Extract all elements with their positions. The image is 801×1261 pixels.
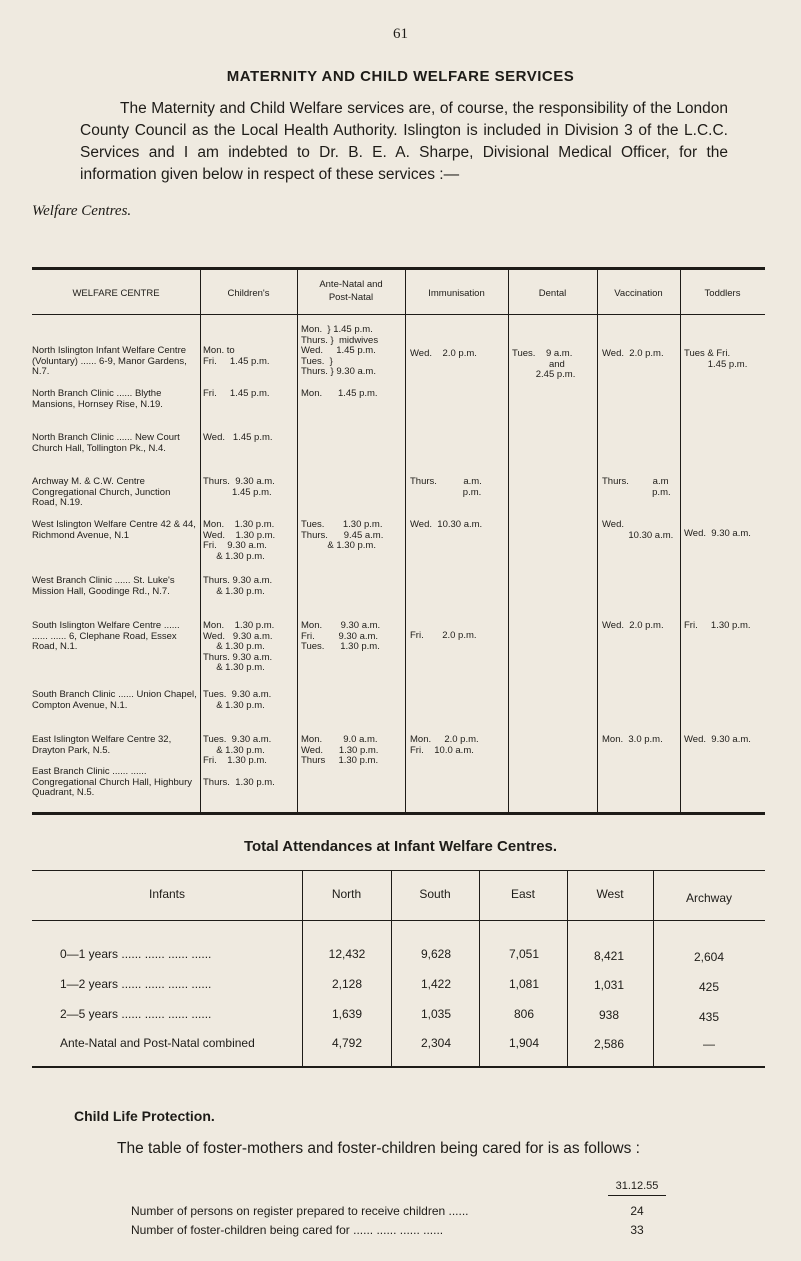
foster-row-value: 33 [630, 1223, 644, 1237]
children-times: Wed. 1.45 p.m. [203, 432, 273, 443]
attendance-east: 1,904 [508, 1036, 540, 1050]
header-dental: Dental [538, 288, 567, 299]
toddlers-times: Wed. 9.30 a.m. [684, 528, 751, 539]
attendance-east: 1,081 [508, 977, 540, 991]
centre-name: North Branch Clinic ...... Blythe Mansions, Hornsey Rise, N.19. [32, 388, 163, 410]
header-childrens: Children's [227, 288, 270, 299]
attendance-row-label: 1—2 years ...... ...... ...... ...... [60, 977, 212, 991]
vaccination-times: Wed. 2.0 p.m. [602, 348, 664, 359]
attendance-east: 7,051 [508, 947, 540, 961]
table-bottom-rule [32, 812, 765, 815]
dental-times: Tues. 9 a.m. and 2.45 p.m. [512, 348, 576, 380]
foster-row-label: Number of foster-children being cared for ...... ...... ...... ...... [131, 1223, 444, 1237]
header-toddlers: Toddlers [704, 288, 741, 299]
column-divider [508, 267, 509, 812]
header-south: South [419, 887, 451, 901]
table-top-rule [32, 870, 765, 871]
children-times: Mon. 1.30 p.m. Wed. 1.30 p.m. Fri. 9.30 a.m. & 1.30 p.m. [203, 519, 276, 562]
column-divider [680, 267, 681, 812]
table-bottom-rule [32, 1066, 765, 1068]
header-antenatal-line2: Post-Natal [328, 292, 374, 303]
header-vaccination: Vaccination [614, 288, 663, 299]
antenatal-times: Mon. 9.30 a.m. Fri. 9.30 a.m. Tues. 1.30 p.m. [301, 620, 381, 652]
column-divider [200, 267, 201, 812]
centre-name: East Branch Clinic ...... ...... Congregational Church Hall, Highbury Quadrant, N.5. [32, 766, 193, 798]
children-times: Mon. to Fri. 1.45 p.m. [203, 345, 270, 367]
page-number: 61 [393, 26, 408, 42]
foster-date-rule [608, 1195, 666, 1196]
header-welfare-centre: WELFARE CENTRE [72, 288, 160, 299]
centre-name: North Branch Clinic ...... New Court Church Hall, Tollington Pk., N.4. [32, 432, 180, 454]
immunisation-times: Fri. 2.0 p.m. [410, 630, 477, 641]
antenatal-times: Mon. 9.0 a.m. Wed. 1.30 p.m. Thurs 1.30 p.m. [301, 734, 379, 766]
attendance-east: 806 [513, 1007, 535, 1021]
attendance-row-label: Ante-Natal and Post-Natal combined [60, 1036, 255, 1050]
header-west: West [596, 887, 624, 901]
antenatal-times: Tues. 1.30 p.m. Thurs. 9.45 a.m. & 1.30 p.m. [301, 519, 384, 551]
attendance-north: 2,128 [331, 977, 363, 991]
table-header-rule [32, 314, 765, 315]
header-infants: Infants [148, 887, 186, 901]
toddlers-times: Wed. 9.30 a.m. [684, 734, 751, 745]
header-immunisation: Immunisation [428, 288, 485, 299]
attendance-south: 2,304 [420, 1036, 452, 1050]
foster-row-value: 24 [630, 1204, 644, 1218]
children-times: Thurs. 9.30 a.m. 1.45 p.m. [203, 476, 275, 498]
attendance-west: 8,421 [593, 949, 625, 963]
foster-date-header: 31.12.55 [615, 1180, 659, 1192]
centre-name: South Islington Welfare Centre ...... ...... ...... 6, Clephane Road, Essex Road, N.1. [32, 620, 180, 652]
attendance-archway: 435 [698, 1010, 720, 1024]
attendance-south: 9,628 [420, 947, 452, 961]
vaccination-times: Wed. 2.0 p.m. [602, 620, 664, 631]
immunisation-times: Wed. 2.0 p.m. [410, 348, 477, 359]
centre-name: West Branch Clinic ...... St. Luke's Mission Hall, Goodinge Rd., N.7. [32, 575, 175, 597]
attendance-south: 1,422 [420, 977, 452, 991]
header-archway: Archway [685, 891, 732, 905]
child-life-heading: Child Life Protection. [74, 1108, 215, 1124]
antenatal-times: Mon. 1.45 p.m. [301, 388, 378, 399]
column-divider [405, 267, 406, 812]
intro-paragraph: The Maternity and Child Welfare services are, of course, the responsibility of the London County Council as the Local Health Authority. Islington is included in Division 3 of the L.C.C. Services and I am indebted to Dr. B. E. A. Sharpe, Divisional Medical Officer, for the information given below in respect of these services :— [80, 100, 728, 183]
children-times: Tues. 9.30 a.m. & 1.30 p.m. [203, 689, 272, 711]
column-divider [297, 267, 298, 812]
children-times: Tues. 9.30 a.m. & 1.30 p.m. Fri. 1.30 p.m. [203, 734, 272, 766]
children-times: Mon. 1.30 p.m. Wed. 9.30 a.m. & 1.30 p.m. Thurs. 9.30 a.m. & 1.30 p.m. [203, 620, 275, 673]
table-header-rule [32, 920, 765, 921]
vaccination-times: Wed. 10.30 a.m. [602, 519, 674, 541]
page-heading: MATERNITY AND CHILD WELFARE SERVICES [226, 68, 575, 85]
header-east: East [510, 887, 535, 901]
toddlers-times: Tues & Fri. 1.45 p.m. [684, 348, 748, 370]
antenatal-times: Mon. } 1.45 p.m. Thurs. } midwives Wed. 1.45 p.m. Tues. } Thurs. } 9.30 a.m. [301, 324, 379, 377]
attendance-west: 2,586 [593, 1037, 625, 1051]
immunisation-times: Wed. 10.30 a.m. [410, 519, 483, 530]
centre-name: East Islington Welfare Centre 32, Drayton Park, N.5. [32, 734, 172, 756]
attendance-archway: 2,604 [693, 950, 725, 964]
attendance-north: 1,639 [331, 1007, 363, 1021]
table-top-rule [32, 267, 765, 270]
centre-name: North Islington Infant Welfare Centre (Voluntary) ...... 6-9, Manor Gardens, N.7. [32, 345, 187, 377]
column-divider [597, 267, 598, 812]
attendance-north: 12,432 [328, 947, 366, 961]
children-times: Thurs. 1.30 p.m. [203, 777, 275, 788]
children-times: Thurs. 9.30 a.m. & 1.30 p.m. [203, 575, 273, 597]
foster-row-label: Number of persons on register prepared to receive children ...... [131, 1204, 469, 1218]
header-antenatal-line1: Ante-Natal and [319, 279, 383, 290]
attendance-west: 1,031 [593, 978, 625, 992]
header-north: North [331, 887, 362, 901]
welfare-centres-subheading: Welfare Centres. [32, 203, 132, 219]
children-times: Fri. 1.45 p.m. [203, 388, 270, 399]
attendance-south: 1,035 [420, 1007, 452, 1021]
immunisation-times: Mon. 2.0 p.m. Fri. 10.0 a.m. [410, 734, 479, 756]
attendance-archway: 425 [698, 980, 720, 994]
centre-name: West Islington Welfare Centre 42 & 44, Richmond Avenue, N.1 [32, 519, 196, 541]
attendance-north: 4,792 [331, 1036, 363, 1050]
attendance-title: Total Attendances at Infant Welfare Centres. [243, 838, 558, 855]
vaccination-times: Thurs. a.m p.m. [602, 476, 671, 498]
centre-name: South Branch Clinic ...... Union Chapel, Compton Avenue, N.1. [32, 689, 197, 711]
centre-name: Archway M. & C.W. Centre Congregational Church, Junction Road, N.19. [32, 476, 171, 508]
immunisation-times: Thurs. a.m. p.m. [410, 476, 482, 498]
attendance-west: 938 [598, 1008, 620, 1022]
child-life-intro: The table of foster-mothers and foster-children being cared for is as follows : [117, 1140, 640, 1157]
vaccination-times: Mon. 3.0 p.m. [602, 734, 663, 745]
attendance-row-label: 0—1 years ...... ...... ...... ...... [60, 947, 212, 961]
attendance-row-label: 2—5 years ...... ...... ...... ...... [60, 1007, 212, 1021]
toddlers-times: Fri. 1.30 p.m. [684, 620, 751, 631]
attendance-archway: — [703, 1037, 715, 1051]
